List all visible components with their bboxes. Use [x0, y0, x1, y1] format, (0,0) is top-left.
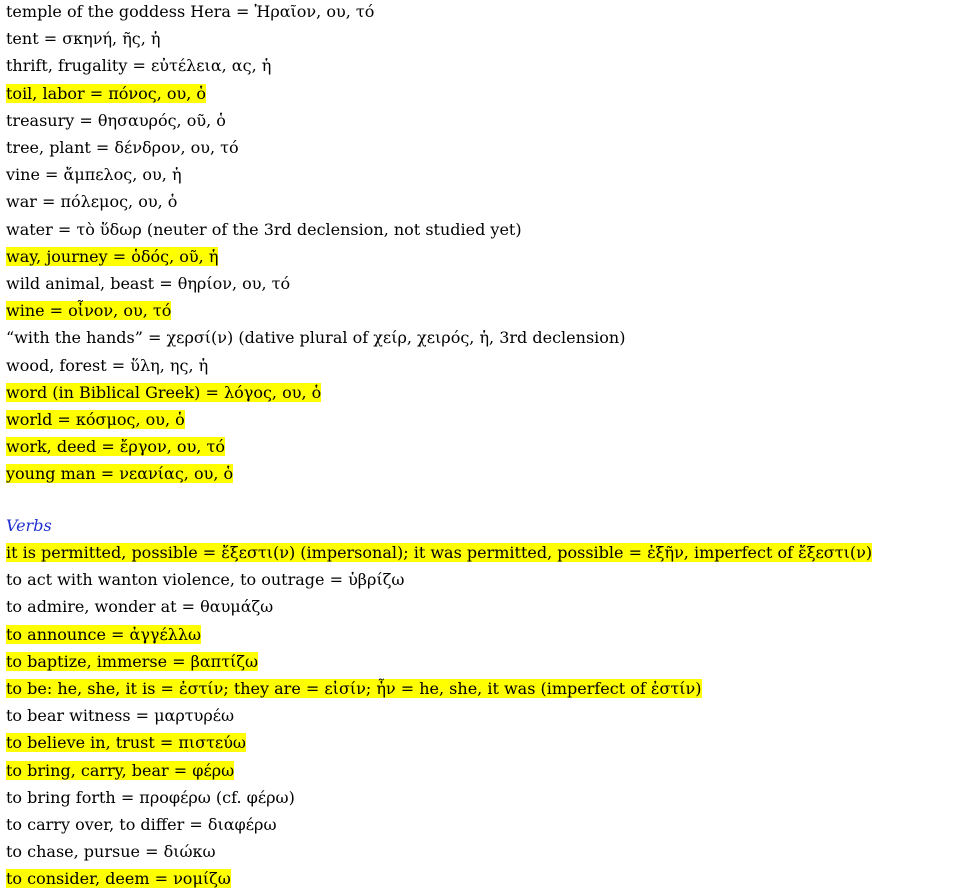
vocab-entry-text: it is permitted, possible = ἔξεστι(ν) (impersonal); it was permitted, possible = ἐξῆν, imperfect of ἔξεστι(ν)	[6, 543, 873, 562]
vocab-entry-text: young man = νεανίας, ου, ὁ	[6, 464, 234, 484]
vocab-entry-text: tree, plant = δένδρον, ου, τό	[6, 138, 239, 157]
vocab-entry-text: tent = σκηνή, ῆς, ἡ	[6, 29, 161, 49]
vocab-entry	[6, 463, 233, 484]
vocab-entry-text: to baptize, immerse = βαπτίζω	[6, 651, 259, 671]
vocab-entry	[6, 382, 321, 403]
vocab-entry-text: to carry over, to differ = διαφέρω	[6, 815, 277, 834]
vocab-entry	[6, 436, 225, 457]
vocab-entry-text: to admire, wonder at = θαυμάζω	[6, 597, 274, 617]
vocab-entry	[6, 732, 246, 753]
vocab-entry	[6, 1, 374, 22]
vocab-entry-text: wood, forest = ὕλη, ης, ἡ	[6, 355, 209, 375]
verbs-heading: Verbs	[6, 516, 52, 535]
vocab-entry-text: to bring, carry, bear = φέρω	[6, 760, 235, 780]
vocab-entry	[6, 246, 218, 267]
vocab-entry-text: wine = οἶνον, ου, τό	[6, 301, 172, 321]
vocab-entry	[6, 355, 208, 376]
vocab-entry-text: way, journey = ὁδός, οῦ, ἡ	[6, 246, 219, 266]
vocab-entry	[6, 83, 206, 104]
vocab-entry	[6, 55, 271, 76]
vocab-entry	[6, 327, 625, 348]
vocab-entry-text: vine = ἄμπελος, ου, ἡ	[6, 165, 182, 185]
vocab-entry-text: water = τὸ ὕδωρ (neuter of the 3rd declension, not studied yet)	[6, 219, 522, 239]
vocab-entry	[6, 28, 161, 49]
vocab-entry	[6, 191, 177, 212]
vocab-entry	[6, 787, 295, 808]
vocab-entry-text: to act with wanton violence, to outrage = ὑβρίζω	[6, 570, 405, 590]
vocab-entry-text: to be: he, she, it is = ἐστίν; they are = εἰσίν; ἦν = he, she, it was (imperfect of ἐστίν)	[6, 679, 702, 698]
vocab-entry-text: world = κόσμος, ου, ὁ	[6, 410, 185, 429]
vocab-entry-text: word (in Biblical Greek) = λόγος, ου, ὁ	[6, 382, 322, 402]
vocab-entry-text: war = πόλεμος, ου, ὁ	[6, 192, 178, 212]
vocab-entry	[6, 300, 171, 321]
vocab-entry-text: work, deed = ἔργον, ου, τό	[6, 437, 225, 457]
vocab-entry	[6, 164, 182, 185]
vocab-entry	[6, 596, 273, 617]
vocab-entry	[6, 273, 290, 294]
vocab-entry	[6, 409, 185, 430]
vocab-entry-text: treasury = θησαυρός, οῦ, ὁ	[6, 110, 226, 130]
vocab-entry	[6, 624, 201, 645]
vocab-entry	[6, 219, 522, 240]
vocab-entry	[6, 542, 872, 563]
vocab-entry	[6, 678, 702, 699]
vocab-entry-text: to announce = ἀγγέλλω	[6, 624, 202, 644]
vocab-entry	[6, 814, 277, 835]
vocab-entry-text: thrift, frugality = εὐτέλεια, ας, ἡ	[6, 56, 272, 76]
vocab-entry-text: to believe in, trust = πιστεύω	[6, 733, 246, 753]
vocab-entry	[6, 760, 234, 781]
vocab-entry	[6, 868, 231, 889]
vocab-entry	[6, 569, 404, 590]
vocab-entry	[6, 137, 239, 158]
vocab-entry	[6, 705, 234, 726]
vocab-entry-text: to bring forth = προφέρω (cf. φέρω)	[6, 787, 295, 807]
vocab-entry	[6, 110, 226, 131]
vocab-entry-text: to chase, pursue = διώκω	[6, 842, 216, 862]
vocab-entry-text: toil, labor = πόνος, ου, ὁ	[6, 83, 207, 103]
vocab-entry-text: wild animal, beast = θηρίον, ου, τό	[6, 274, 291, 293]
vocab-entry-text: temple of the goddess Hera = Ἡραῖον, ου, τό	[6, 2, 375, 21]
vocab-entry-text: to bear witness = μαρτυρέω	[6, 706, 235, 726]
vocab-entry	[6, 651, 258, 672]
vocab-entry-text: to consider, deem = νομίζω	[6, 869, 231, 889]
vocab-entry	[6, 841, 216, 862]
vocab-entry-text: “with the hands” = χερσί(ν) (dative plural of χείρ, χειρός, ἡ, 3rd declension)	[6, 328, 626, 348]
